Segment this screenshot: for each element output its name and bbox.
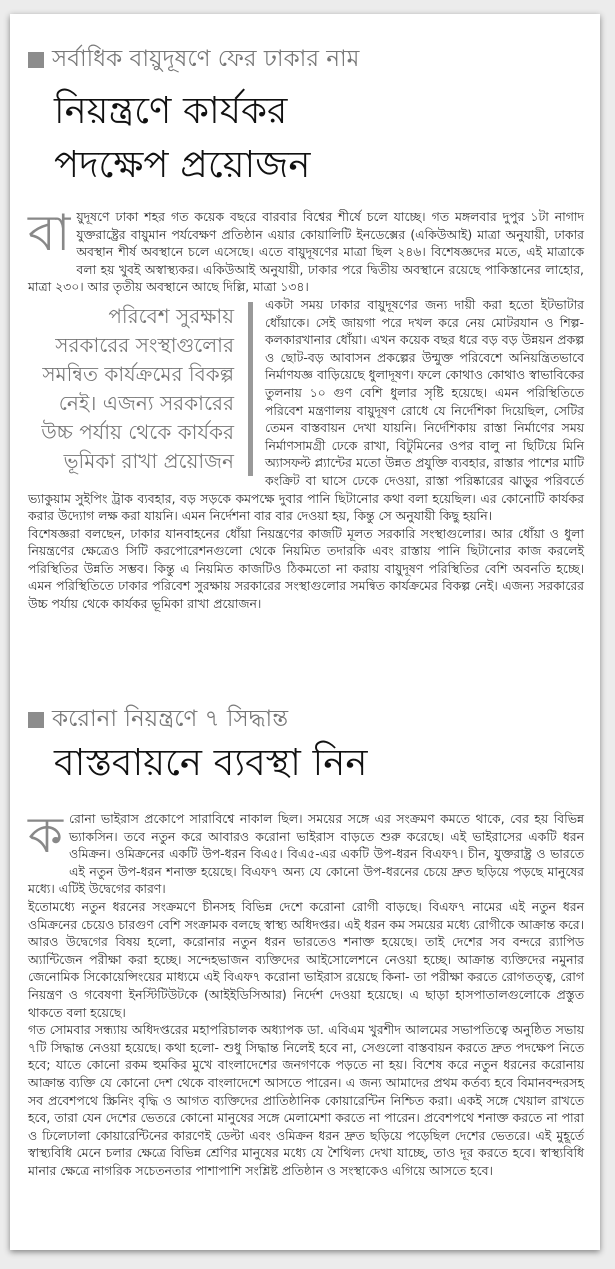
article2-body bbox=[28, 806, 584, 1179]
article1-headline-line2: পদক্ষেপ প্রয়োজন bbox=[54, 143, 311, 186]
newspaper-page bbox=[10, 14, 600, 1250]
article2-paragraph-2: ইতোমধ্যে নতুন ধরনের সংক্রমণে চীনসহ বিভিন্ন দেশে করোনা রোগী বাড়ছে। বিএফ৭ নামের এই নতুন ধরন ওমিক্রনের চেয়েও চারগুণ বেশি সংক্রামক বলছে স্বাস্থ্য অধিদপ্তর। এই ধরন কম সময়ের মধ্যে রোগীকে আক্রান্ত করে। আরও উদ্বেগের বিষয় হলো, করোনার নতুন ধরন ভারতেও শনাক্ত হয়েছে। তাই দেশের সব বন্দরে র‌্যাপিড অ্যান্টিজেন পরীক্ষা করা হচ্ছে। সন্দেহভাজন ব্যক্তিদের আইসোলেশনে নেওয়া হচ্ছে। আক্রান্ত ব্যক্তিদের নমুনার জেনোমিক সিকোয়েন্সিংয়ের মাধ্যমে এই বিএফ৭ করোনা ভাইরাস রয়েছে কিনা- তা পরীক্ষা করতে রোগতত্ত্ব, রোগ নিয়ন্ত্রণ ও গবেষণা ইনস্টিটিউটকে (আইইডিসিআর) নির্দেশ দেওয়া হয়েছে। এ ছাড়া হাসপাতালগুলোকে প্রস্তুত থাকতে বলা হয়েছে। bbox=[28, 898, 584, 1020]
article2-dropcap: ক bbox=[28, 806, 63, 864]
article2-paragraph-1: করোনা ভাইরাস প্রকোপে সারাবিশ্বে নাকাল ছিল। সময়ের সঙ্গে এর সংক্রমণ কমতে থাকে, বের হয় বিভিন্ন ভ্যাকসিন। তবে নতুন করে আবারও করোনা ভাইরাস বাড়তে শুরু করেছে। এই ভাইরাসের একটি ধরন ওমিক্রন। ওমিক্রনের একটি উপ-ধরন বিএ৫। বিএ৫-এর একটি উপ-ধরন বিএফ৭। চীন, যুক্তরাষ্ট্র ও ভারতে এই নতুন উপ-ধরন শনাক্ত হয়েছে। বিএফ৭ অন্য যে কোনো উপ-ধরনের চেয়ে দ্রুত ছড়িয়ে পড়ছে মানুষের মধ্যে। এটিই উদ্বেগের কারণ। bbox=[28, 806, 584, 897]
article1-headline-line1: নিয়ন্ত্রণে কার্যকর bbox=[54, 89, 288, 132]
article1-paragraph-2: পরিবেশ সুরক্ষায় সরকারের সংস্থাগুলোর সমন্বিত কার্যক্রমের বিকল্প নেই। এজন্য সরকারের উচ্চ পর্যায় থেকে কার্যকর ভূমিকা রাখা প্রয়োজন একটা সময় ঢাকার বায়ুদূষণের জন্য দায়ী করা হতো ইটভাটার ধোঁয়াকে। সেই জায়গা পরে দখল করে নেয় মোটরযান ও শিল্প-কলকারখানার ধোঁয়া। এখন কয়েক বছর ধরে বড় বড় উন্নয়ন প্রকল্প ও ছোট-বড় আবাসন প্রকল্পের উন্মুক্ত পরিবেশে অনিয়ন্ত্রিতভাবে নির্মাণযজ্ঞ বাড়িয়েছে ধুলাদূষণ। ফলে কোথাও কোথাও স্বাভাবিকের তুলনায় ১০ গুণ বেশি ধুলার সৃষ্টি হয়েছে। এমন পরিস্থিতিতে পরিবেশ মন্ত্রণালয় বায়ুদূষণ রোধে যে নির্দেশিকা দিয়েছিল, সেটির তেমন বাস্তবায়ন দেখা যায়নি। নির্দেশিকায় রাস্তা নির্মাণের সময় নির্মাণসামগ্রী ঢেকে রাখা, বিটুমিনের ওপর বালু না ছিটিয়ে মিনি অ্যাসফল্ট প্ল্যান্টের মতো উন্নত প্রযুক্তি ব্যবহার, রাস্তার পাশের মাটি কংক্রিট বা ঘাসে ঢেকে দেওয়া, রাস্তা পরিষ্কারের ঝাড়ুর পরিবর্তে ভ্যাকুয়াম সুইপিং ট্রাক ব্যবহার, বড় সড়কে কমপক্ষে দুবার পানি ছিটানোর কথা বলা হয়েছিল। এর কোনোটি কার্যকর করার উদ্যোগ লক্ষ করা যায়নি। এমন নির্দেশনা বার বার দেওয়া হয়, কিন্তু সে অনুযায়ী কিছু হয়নি। bbox=[28, 296, 584, 524]
square-bullet-icon bbox=[28, 712, 44, 728]
pull-quote: পরিবেশ সুরক্ষায় সরকারের সংস্থাগুলোর সমন্বিত কার্যক্রমের বিকল্প নেই। এজন্য সরকারের উচ্চ পর্যায় থেকে কার্যকর ভূমিকা রাখা প্রয়োজন bbox=[28, 302, 253, 476]
article1-paragraph-3: বিশেষজ্ঞরা বলছেন, ঢাকার যানবাহনের ধোঁয়া নিয়ন্ত্রণের কাজটি মূলত সরকারি সংস্থাগুলোর। আর ধোঁয়া ও ধুলা নিয়ন্ত্রণের ক্ষেত্রেও সিটি করপোরেশনগুলো থেকে নিয়মিত তদারকি এবং রাস্তায় পানি ছিটানোর কাজ করলেই পরিস্থিতির উন্নতি সম্ভব। কিন্তু এ নিয়মিত কাজটিও ঠিকমতো না করায় বায়ুদূষণ পরিস্থিতির বেশি অবনতি হচ্ছে। এমন পরিস্থিতিতে ঢাকার পরিবেশ সুরক্ষায় সরকারের সংস্থাগুলোর সমন্বিত কার্যক্রমের বিকল্প নেই। এজন্য সরকারের উচ্চ পর্যায় থেকে কার্যকর ভূমিকা রাখা প্রয়োজন। bbox=[28, 525, 584, 612]
article2-kicker bbox=[28, 708, 288, 731]
article2-headline: বাস্তবায়নে ব্যবস্থা নিন bbox=[54, 741, 368, 784]
article1-paragraph-1: বায়ুদূষণে ঢাকা শহর গত কয়েক বছরে বারবার বিশ্বের শীর্ষে চলে যাচ্ছে। গত মঙ্গলবার দুপুর ১টা নাগাদ যুক্তরাষ্ট্রের বায়ুমান পর্যবেক্ষণ প্রতিষ্ঠান এয়ার কোয়ালিটি ইনডেক্সের (একিউআই) মাত্রা অনুযায়ী, ঢাকার অবস্থান শীর্ষ অবস্থানে চলে এসেছে। এতে বায়ুদূষণের মাত্রা ছিল ২৪৬। বিশেষজ্ঞদের মতে, এই মাত্রাকে বলা হয় খুবই অস্বাস্থ্যকর। একিউআই অনুযায়ী, ঢাকার পরে দ্বিতীয় অবস্থানে রয়েছে পাকিস্তানের লাহোর, মাত্রা ২৩০। আর তৃতীয় অবস্থানে আছে দিল্লি, মাত্রা ১৩৪। bbox=[28, 204, 584, 295]
square-bullet-icon bbox=[28, 52, 44, 68]
article1-body bbox=[28, 204, 584, 613]
article1-kicker bbox=[28, 48, 359, 71]
article1-dropcap: বা bbox=[28, 204, 71, 262]
article1-kicker-text: সর্বাধিক বায়ুদূষণে ফের ঢাকার নাম bbox=[52, 46, 360, 72]
article2-paragraph-3: গত সোমবার সন্ধ্যায় অধিদপ্তরের মহাপরিচালক অধ্যাপক ডা. এবিএম খুরশীদ আলমের সভাপতিত্বে অনুষ্ঠিত সভায় ৭টি সিদ্ধান্ত নেওয়া হয়েছে। কথা হলো- শুধু সিদ্ধান্ত নিলেই হবে না, সেগুলো বাস্তবায়ন করতে দ্রুত পদক্ষেপ নিতে হবে; যাতে কোনো রকম হুমকির মুখে বাংলাদেশের জনগণকে পড়তে না হয়। বিশেষ করে নতুন ধরনের করোনায় আক্রান্ত ব্যক্তি যে কোনো দেশ থেকে বাংলাদেশে আসতে পারেন। এ জন্য আমাদের প্রথম কর্তব্য হবে বিমানবন্দরসহ সব প্রবেশপথে স্ক্রিনিং বৃদ্ধি ও আগত ব্যক্তিদের প্রাতিষ্ঠানিক কোয়ারেন্টিন নিশ্চিত করা। একই সঙ্গে খেয়াল রাখতে হবে, তারা যেন দেশের ভেতরে কোনো মানুষের সঙ্গে মেলামেশা করতে না পারেন। প্রবেশপথে শনাক্ত করতে না পারা ও ঢিলেঢালা কোয়ারেন্টিনের কারণেই ডেল্টা এবং ওমিক্রন ধরন দ্রুত ছড়িয়ে পড়েছিল দেশের ভেতরে। এই মুহূর্তে স্বাস্থ্যবিধি মেনে চলার ক্ষেত্রে বিভিন্ন শ্রেণির মানুষের মধ্যে যে শৈথিল্য দেখা যাচ্ছে, তাও দূর করতে হবে। স্বাস্থ্যবিধি মানার ক্ষেত্রে নাগরিক সচেতনতার পাশাপাশি সংশ্লিষ্ট প্রতিষ্ঠান ও সংস্থাকেও এগিয়ে আসতে হবে। bbox=[28, 1022, 584, 1178]
article2-kicker-text: করোনা নিয়ন্ত্রণে ৭ সিদ্ধান্ত bbox=[52, 706, 289, 732]
